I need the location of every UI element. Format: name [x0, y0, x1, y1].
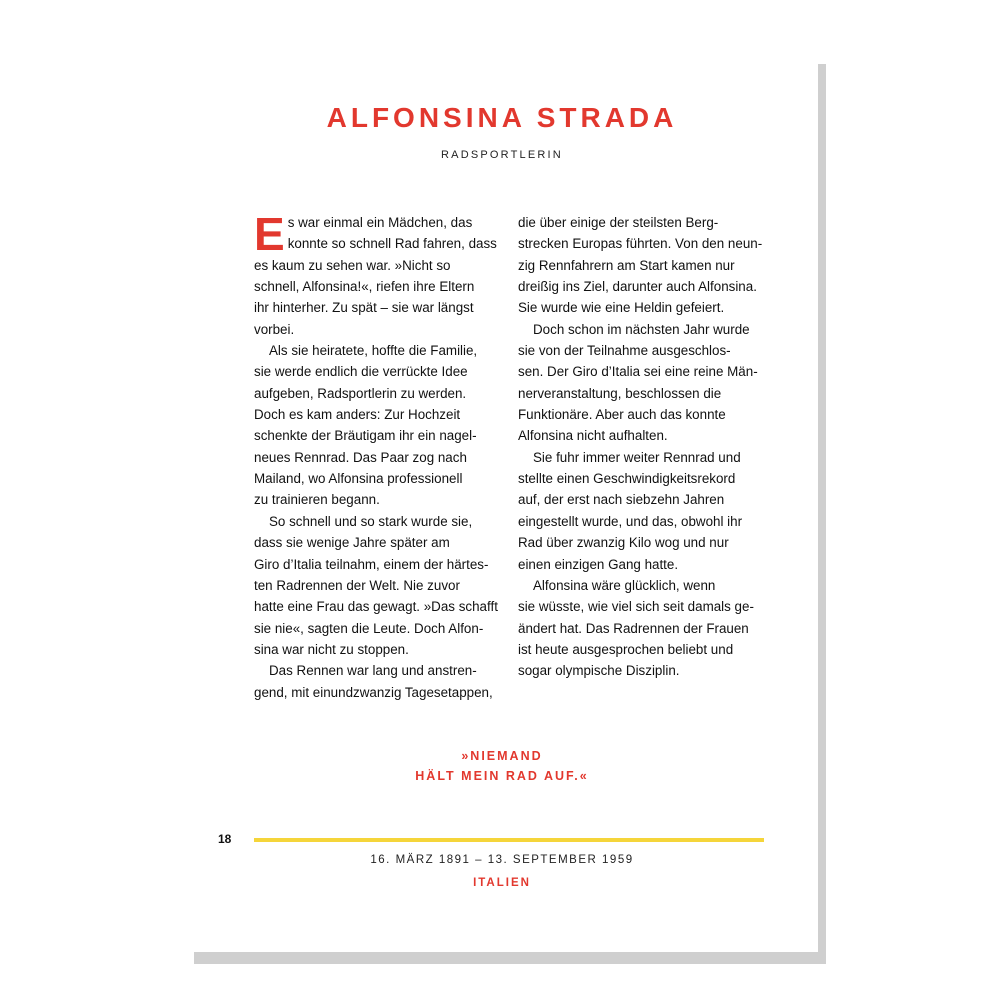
text-line: sogar olympische Disziplin.	[518, 663, 680, 679]
text-line: Rad über zwanzig Kilo wog und nur	[518, 535, 729, 551]
page-title: ALFONSINA STRADA	[326, 102, 678, 133]
text-line: Alfonsina wäre glücklich, wenn	[533, 577, 716, 593]
text-line: die über einige der steilsten Berg-	[518, 215, 719, 230]
text-line: zig Rennfahrern am Start kamen nur	[518, 257, 735, 273]
text-line: nerveranstaltung, beschlossen die	[518, 385, 722, 401]
text-line: sie nie«, sagten die Leute. Doch Alfon-	[254, 620, 484, 636]
text-line: s war einmal ein Mädchen, das	[287, 215, 473, 230]
page-subtitle: RADSPORTLERIN	[441, 149, 563, 161]
text-line: schenkte der Bräutigam ihr ein nagel-	[254, 428, 477, 444]
text-line: stellte einen Geschwindigkeitsrekord	[518, 471, 736, 487]
text-column-right	[518, 212, 768, 682]
text-line: gend, mit einundzwanzig Tagesetappen,	[254, 684, 493, 700]
text-line: sen. Der Giro d’Italia sei eine reine Män-	[518, 364, 758, 380]
text-line: zu trainieren begann.	[254, 492, 380, 508]
text-line: Das Rennen war lang und anstren-	[269, 663, 477, 679]
text-line: ändert hat. Das Radrennen der Frauen	[518, 620, 749, 636]
text-line: sie wüsste, wie viel sich seit damals ge-	[518, 599, 754, 615]
text-line: sie werde endlich die verrückte Idee	[254, 364, 468, 380]
text-line: auf, der erst nach siebzehn Jahren	[518, 492, 725, 508]
text-line: Mailand, wo Alfonsina professionell	[254, 471, 463, 487]
text-line: Sie fuhr immer weiter Rennrad und	[533, 449, 741, 465]
country-label: ITALIEN	[473, 877, 531, 889]
text-line: ten Radrennen der Welt. Nie zuvor	[254, 577, 460, 593]
text-line: es kaum zu sehen war. »Nicht so	[254, 257, 451, 273]
text-column-left	[254, 208, 504, 703]
pull-quote-line: »NIEMAND	[461, 749, 543, 763]
text-line: aufgeben, Radsportlerin zu werden.	[254, 385, 467, 401]
text-line: ihr hinterher. Zu spät – sie war längst	[254, 300, 474, 316]
text-line: Sie wurde wie eine Heldin gefeiert.	[518, 300, 725, 316]
book-page	[186, 56, 818, 952]
text-line: Funktionäre. Aber auch das konnte	[518, 407, 726, 423]
text-line: ist heute ausgesprochen beliebt und	[518, 641, 734, 657]
text-line: dass sie wenige Jahre später am	[254, 535, 450, 551]
text-line: So schnell und so stark wurde sie,	[269, 513, 473, 529]
text-line: einen einzigen Gang hatte.	[518, 556, 679, 572]
text-line: Doch es kam anders: Zur Hochzeit	[254, 407, 461, 423]
text-line: neues Rennrad. Das Paar zog nach	[254, 449, 467, 465]
text-line: Als sie heiratete, hoffte die Familie,	[269, 343, 478, 359]
text-line: hatte eine Frau das gewagt. »Das schafft	[254, 599, 498, 615]
text-line: schnell, Alfonsina!«, riefen ihre Eltern	[254, 279, 475, 295]
text-line: konnte so schnell Rad fahren, dass	[287, 236, 497, 252]
text-line: sie von der Teilnahme ausgeschlos-	[518, 343, 731, 359]
text-line: sina war nicht zu stoppen.	[254, 641, 409, 657]
text-line: Giro d’Italia teilnahm, einem der härtes-	[254, 556, 489, 572]
page-number: 18	[218, 832, 232, 846]
text-line: dreißig ins Ziel, darunter auch Alfonsina.	[518, 279, 757, 295]
drop-cap: E	[254, 208, 285, 260]
text-line: eingestellt wurde, und das, obwohl ihr	[518, 513, 743, 529]
pull-quote	[186, 746, 818, 786]
text-line: Doch schon im nächsten Jahr wurde	[533, 321, 750, 337]
footer-rule	[254, 838, 764, 842]
text-line: vorbei.	[254, 321, 295, 337]
text-line: strecken Europas führten. Von den neun-	[518, 236, 763, 252]
pull-quote-line: HÄLT MEIN RAD AUF.«	[415, 769, 589, 783]
text-line: Alfonsina nicht aufhalten.	[518, 428, 668, 444]
life-dates: 16. MÄRZ 1891 – 13. SEPTEMBER 1959	[370, 854, 634, 866]
